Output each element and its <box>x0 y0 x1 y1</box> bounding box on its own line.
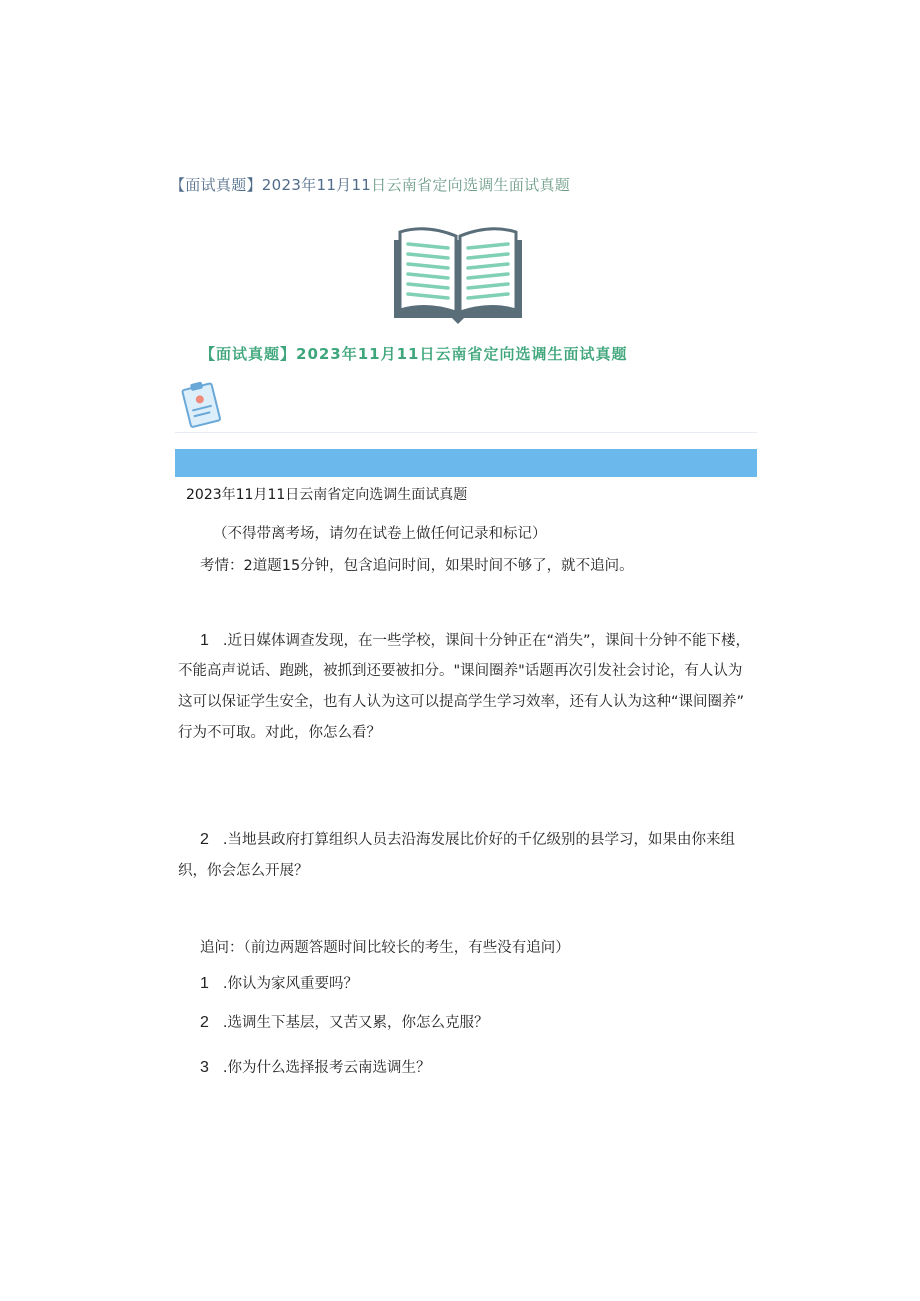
question-text: .近日媒体调查发现，在一些学校，课间十分钟正在“消失”，课间十分钟不能下楼， <box>222 633 751 649</box>
follow-up-item <box>200 1007 489 1039</box>
question-1-line-4: 行为不可取。对此，你怎么看？ <box>178 725 381 741</box>
follow-up-heading: 追问：（前边两题答题时间比较长的考生，有些没有追问） <box>200 940 570 956</box>
banner-color-bar <box>175 449 757 477</box>
follow-up-number: 3 <box>200 1059 209 1076</box>
follow-up-text: .你为什么选择报考云南选调生？ <box>222 1060 431 1076</box>
question-1-continuation <box>178 656 744 749</box>
follow-up-number: 1 <box>200 975 209 992</box>
question-2-continuation <box>178 856 309 887</box>
question-2 <box>200 824 735 856</box>
banner-title: 【面试真题】2023年11月11日云南省定向选调生面试真题 <box>200 345 628 363</box>
follow-up-text: .你认为家风重要吗？ <box>222 976 359 992</box>
question-1-line-1 <box>200 625 750 657</box>
question-2-line-1 <box>200 824 735 856</box>
question-1-line-2: 不能高声说话、跑跳，被抓到还要被扣分。"课间圈养"话题再次引发社会讨论，有人认为 <box>178 663 743 679</box>
clipboard-icon <box>176 378 228 430</box>
document-subtitle: 2023年11月11日云南省定向选调生面试真题 <box>186 487 468 503</box>
question-1 <box>200 625 750 657</box>
follow-up-text: .选调生下基层，又苦又累，你怎么克服？ <box>222 1015 489 1031</box>
follow-up-number: 2 <box>200 1014 209 1031</box>
exam-info: 考情：2道题15分钟，包含追问时间，如果时间不够了，就不追问。 <box>200 558 634 574</box>
exam-note: （不得带离考场，请勿在试卷上做任何记录和标记） <box>213 526 547 542</box>
question-1-line-3: 这可以保证学生安全，也有人认为这可以提高学生学习效率，还有人认为这种“课间圈养” <box>178 694 745 710</box>
document-top-title <box>170 174 570 195</box>
follow-up-item <box>200 1052 431 1084</box>
divider-line <box>175 432 757 433</box>
question-2-number: 2 <box>200 831 209 848</box>
question-text: .当地县政府打算组织人员去沿海发展比价好的千亿级别的县学习，如果由你来组 <box>222 832 736 848</box>
top-title-part1: 【面试真题】2023年11月11 <box>170 176 372 194</box>
open-book-icon <box>390 226 526 326</box>
top-title-part2: 日云南省定向选调生面试真题 <box>371 176 571 194</box>
follow-up-item <box>200 968 358 1000</box>
question-2-line-2: 织，你会怎么开展？ <box>178 863 309 879</box>
question-1-number: 1 <box>200 632 209 649</box>
